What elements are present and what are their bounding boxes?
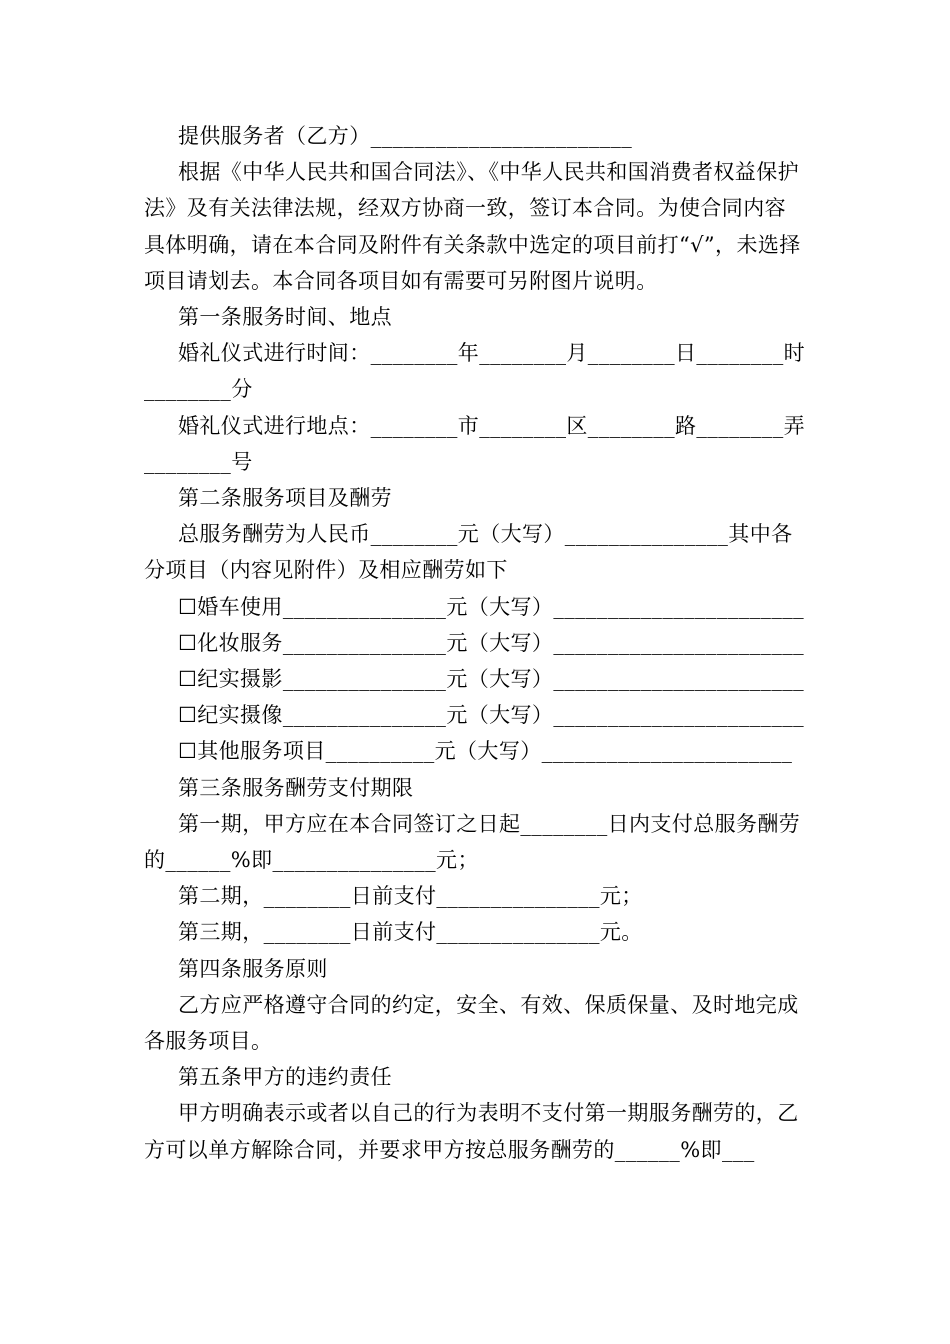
principle-paragraph: 乙方应严格遵守合同的约定，安全、有效、保质保量、及时地完成各服务项目。: [144, 992, 799, 1054]
ceremony-time-line: 婚礼仪式进行时间：________年________月________日________时________分: [144, 341, 805, 402]
article3-heading: 第三条服务酬劳支付期限: [178, 775, 414, 800]
contract-text: [144, 118, 806, 1168]
article1-heading: 第一条服务时间、地点: [178, 305, 392, 330]
item-makeup: ☐化妆服务_______________元（大写）_______________________: [178, 630, 805, 655]
provider-line: 提供服务者（乙方）________________________: [178, 124, 633, 148]
payment-first-paragraph: 第一期，甲方应在本合同签订之日起________日内支付总服务酬劳的______%即_______________元；: [144, 811, 801, 873]
payment-third-line: 第三期，________日前支付_______________元。: [178, 920, 643, 945]
payment-second-line: 第二期，________日前支付_______________元；: [178, 884, 643, 909]
item-photography: ☐纪实摄影_______________元（大写）_______________________: [178, 667, 805, 692]
article5-heading: 第五条甲方的违约责任: [178, 1065, 392, 1090]
article4-heading: 第四条服务原则: [178, 956, 328, 981]
breach-paragraph: 甲方明确表示或者以自己的行为表明不支付第一期服务酬劳的，乙方可以单方解除合同，并要求甲方按总服务酬劳的______%即___: [144, 1101, 799, 1162]
preamble-paragraph: 根据《中华人民共和国合同法》、《中华人民共和国消费者权益保护法》及有关法律法规，经双方协商一致，签订本合同。为使合同内容具体明确，请在本合同及附件有关条款中选定的项目前打“√”，未选择项目请划去。本合同各项目如有需要可另附图片说明。: [144, 160, 801, 293]
article2-heading: 第二条服务项目及酬劳: [178, 486, 392, 511]
item-wedding-car: ☐婚车使用_______________元（大写）_______________________: [178, 594, 805, 619]
ceremony-place-line: 婚礼仪式进行地点：________市________区________路________弄________号: [144, 413, 805, 474]
total-fee-paragraph: 总服务酬劳为人民币________元（大写）_______________其中各分项目（内容见附件）及相应酬劳如下: [144, 522, 793, 583]
item-other: ☐其他服务项目__________元（大写）_______________________: [178, 739, 793, 764]
item-videography: ☐纪实摄像_______________元（大写）_______________________: [178, 703, 805, 728]
